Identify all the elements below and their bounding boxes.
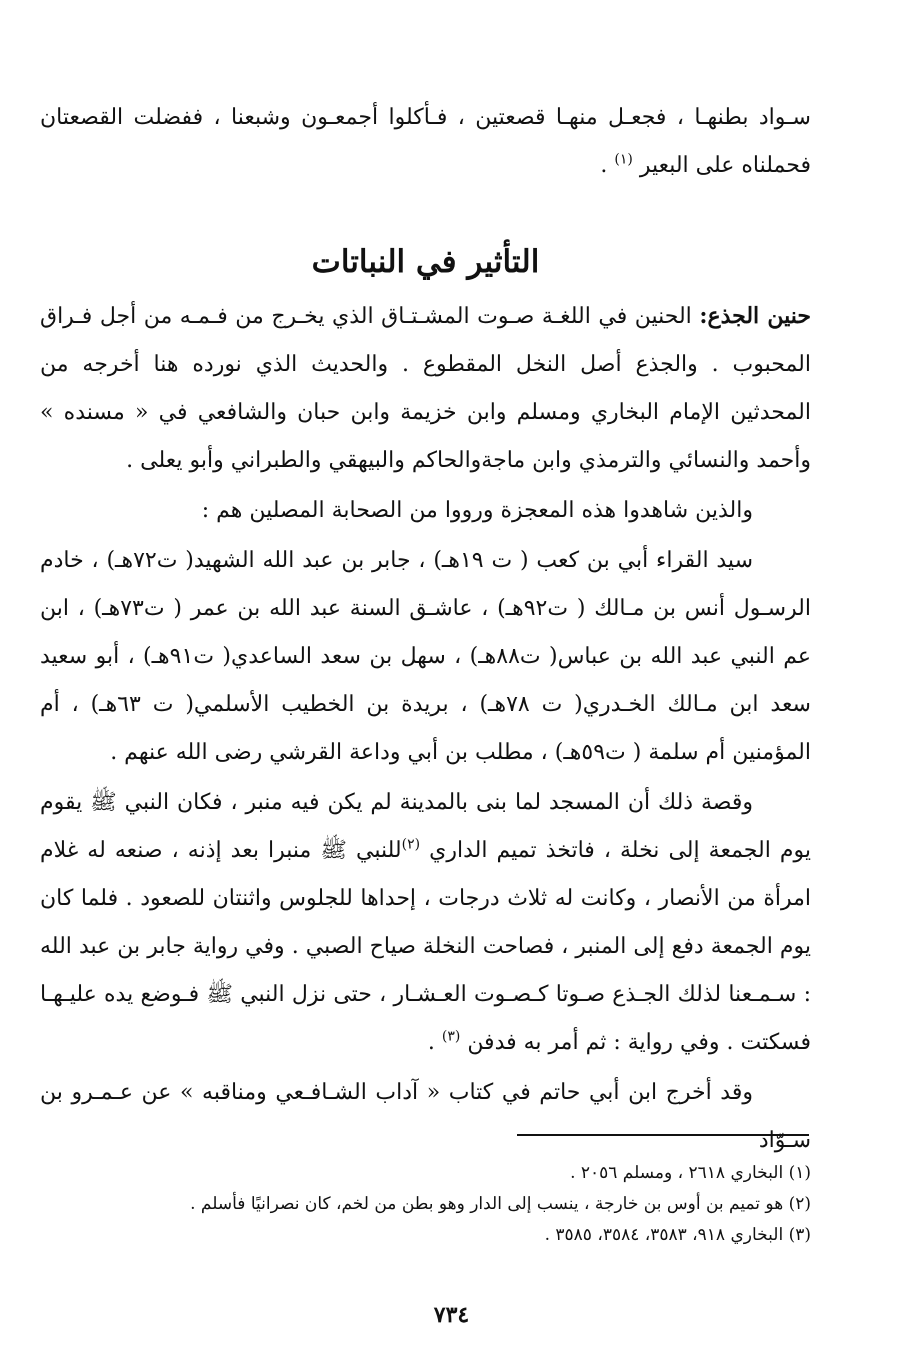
paragraph-3: سيد القراء أبي بن كعب ( ت ١٩هـ) ، جابر بن عبد الله الشهيد( ت٧٢هـ) ، خادم الرسـول أنس بن مـالك ( ت٩٢هـ) ، عاشـق السنة عبد الله بن عمر ( ت٧٣هـ) ، ابن عم النبي عبد الله بن عباس( ت٨٨هـ) ، سهل بن سعد الساعدي( ت٩١هـ) ، أبو سعيد سعد ابن مـالك الخـدري( ت ٧٨هـ) ، بريدة بن الخطيب الأسلمي( ت ٦٣هـ) ، أم المؤمنين أم سلمة ( ت٥٩هـ) ، مطلب بن أبي وداعة القرشي رضى الله عنهم . — [40, 548, 812, 765]
paragraph-5: وقد أخرج ابن أبي حاتم في كتاب « آداب الشـافـعي ومناقبه » عن عـمـرو بن سـوّاد — [40, 1080, 811, 1153]
paragraph-1 — [40, 292, 811, 485]
footnote-ref-3[interactable]: (٣) — [441, 1028, 461, 1045]
page-number: ٧٣٤ — [433, 1302, 470, 1328]
paragraph-4-end: . — [427, 1030, 442, 1055]
intro-end: . — [600, 153, 615, 178]
paragraph-4-middle: للنبي ﷺ منبرا بعد إذنه ، صنعه له غلام امرأة من الأنصار ، وكانت له ثلاث درجات ، إحداها للجلوس واثنتان للصعود . فلما كان يوم الجمعة دفع إلى المنبر ، فصاحت النخلة صياح الصبي . وفي رواية جابر بن عبد الله : سـمـعنا لذلك الجـذع صـوتا كـصـوت العـشـار ، حتى نزل النبي ﷺ فـوضع يده عليـهـا فسكتت . وفي رواية : ثم أمر به فدفن — [40, 838, 811, 1055]
paragraph-4-start: وقصة ذلك أن المسجد لما بنى بالمدينة لم يكن فيه منبر ، فكان النبي ﷺ يقوم يوم الجمعة إلى نخلة ، فاتخذ تميم الداري — [40, 790, 811, 863]
paragraph-1-text: الحنين في اللغـة صـوت المشـتـاق الذي يخـرج من فـمـه من أجل فـراق المحبوب . والجذع أصل النخل المقطوع . والحديث الذي نورده هنا أخرجه من المحدثين الإمام البخاري ومسلم وابن خزيمة وابن حبان والشافعي في « مسنده » وأحمد والنسائي والترمذي وابن ماجةوالحاكم والبيهقي والطبراني وأبو يعلى . — [40, 304, 811, 473]
intro-text — [40, 94, 811, 190]
term-label: حنين الجذع: — [699, 303, 811, 329]
footnote-1: (١) البخاري ٢٦١٨ ، ومسلم ٢٠٥٦ . — [570, 1163, 811, 1183]
section-body — [40, 292, 811, 1167]
intro-paragraph — [40, 94, 811, 190]
footnote-3: (٣) البخاري ٩١٨، ٣٥٨٣، ٣٥٨٤، ٣٥٨٥ . — [544, 1225, 811, 1245]
footnote-ref-1[interactable]: (١) — [614, 151, 633, 168]
footnote-2: (٢) هو تميم بن أوس بن خارجة ، ينسب إلى الدار وهو بطن من لخم، كان نصرانيًا فأسلم . — [190, 1194, 811, 1214]
paragraph-4 — [40, 779, 811, 1067]
footnote-ref-2[interactable]: (٢) — [401, 836, 421, 853]
paragraph-2: والذين شاهدوا هذه المعجزة ورووا من الصحابة المصلين هم : — [201, 498, 753, 523]
footnote-divider — [517, 1134, 809, 1136]
footnotes — [40, 1158, 811, 1251]
intro-body: سـواد بطنهـا ، فجعـل منهـا قصعتين ، فـأكلوا أجمعـون وشبعنا ، ففضلت القصعتان فحملناه على البعير — [40, 105, 811, 178]
section-heading: التأثير في النباتات — [311, 244, 540, 280]
